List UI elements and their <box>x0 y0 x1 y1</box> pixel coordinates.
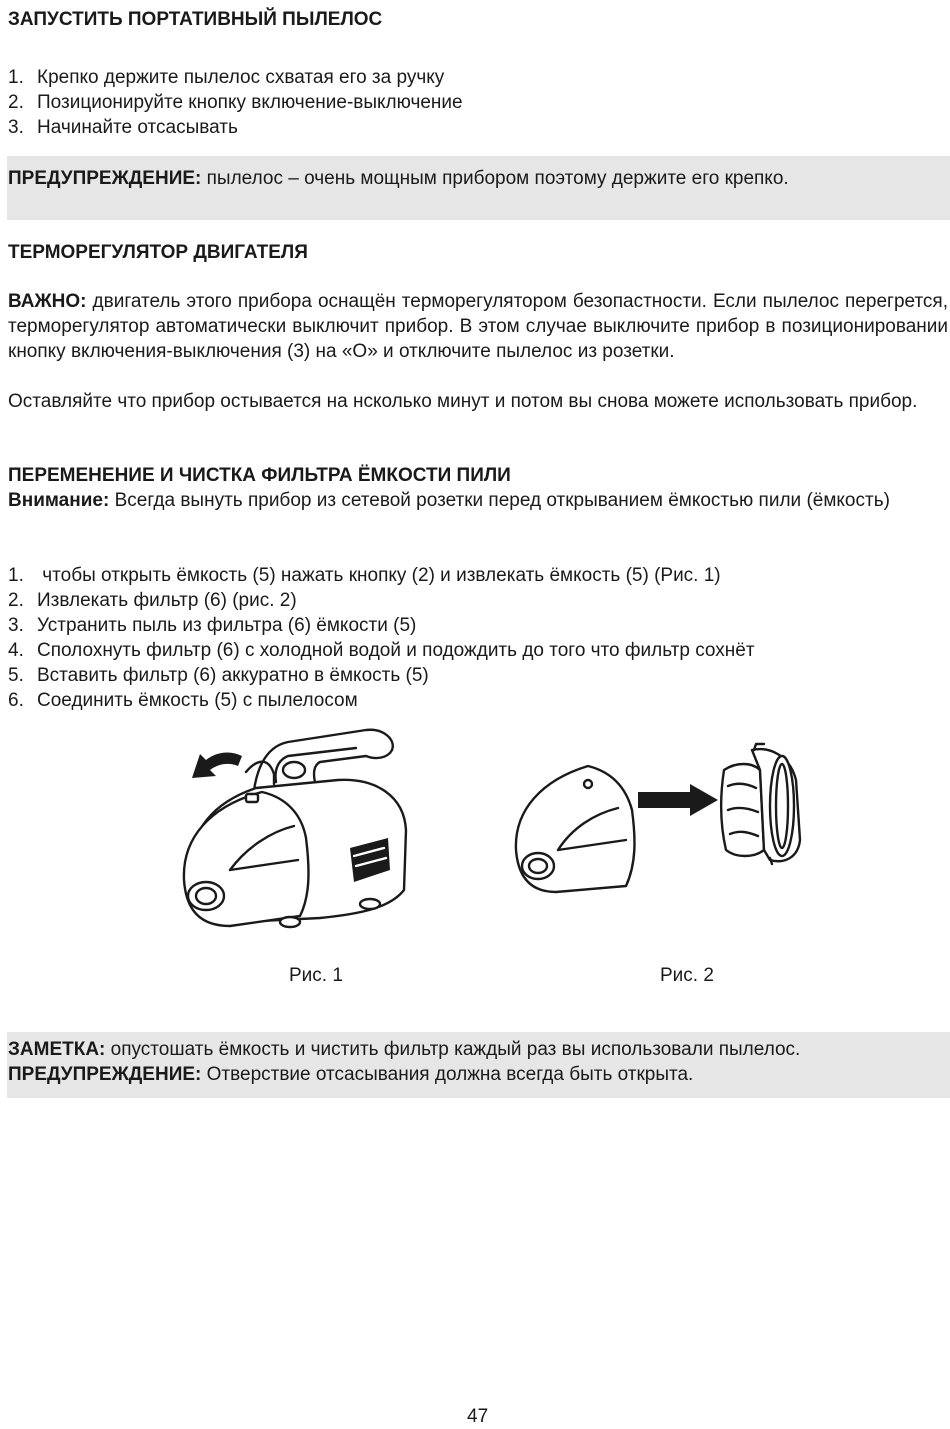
list-item: 3. Начинайте отсасывать <box>8 117 238 138</box>
important-paragraph: ВАЖНО: двигатель этого прибора оснащён терморегулятором безопастности. Если пылелос перегрется, терморегулятор автоматически выключит прибор. В этом случае выключите прибор в позиционировании кнопку включения-выключения (3) на «О» и отключите пылелос из розетки. <box>8 291 948 362</box>
list-item: 1. Крепко держите пылелос схватая его за ручку <box>8 67 445 88</box>
list-item: 2. Извлекать фильтр (6) (рис. 2) <box>8 590 297 611</box>
start-heading: ЗАПУСТИТЬ ПОРТАТИВНЫЙ ПЫЛЕЛОС <box>8 9 383 30</box>
cooldown-paragraph: Оставляйте что прибор остывается на нсколько минут и потом вы снова можете использовать прибор. <box>8 391 918 412</box>
figure-1-caption: Рис. 1 <box>289 965 343 986</box>
warning-text: ПРЕДУПРЕЖДЕНИЕ: пылелос – очень мощным прибором поэтому держите его крепко. <box>8 168 789 189</box>
start-steps-list <box>8 65 948 140</box>
list-item: 6. Соединить ёмкость (5) с пылелосом <box>8 690 358 711</box>
notes-warning-text: ПРЕДУПРЕЖДЕНИЕ: Отверствие отсасывания должна всегда быть открыта. <box>8 1064 694 1085</box>
figure-2-caption: Рис. 2 <box>660 965 714 986</box>
filter-heading: ПЕРЕМЕНЕНИЕ И ЧИСТКА ФИЛЬТРА ЁМКОСТИ ПИЛИ <box>8 465 511 486</box>
list-item: 3. Устранить пыль из фильтра (6) ёмкости (5) <box>8 615 417 636</box>
list-item: 5. Вставить фильтр (6) аккуратно в ёмкость (5) <box>8 665 429 686</box>
list-item: 4. Сполохнуть фильтр (6) с холодной водой и подождить до того что фильтр сохнёт <box>8 640 755 661</box>
page-number: 47 <box>467 1406 489 1427</box>
note-text: ЗАМЕТКА: опустошать ёмкость и чистить фильтр каждый раз вы использовали пылелос. <box>8 1039 801 1060</box>
thermo-heading: ТЕРМОРЕГУЛЯТОР ДВИГАТЕЛЯ <box>8 242 308 263</box>
filter-steps-list <box>8 563 948 713</box>
list-item: 2. Позиционируйте кнопку включение-выключение <box>8 92 463 113</box>
list-item: 1. чтобы открыть ёмкость (5) нажать кнопку (2) и извлекать ёмкость (5) (Рис. 1) <box>8 565 721 586</box>
figure-1-vacuum-illustration <box>170 720 420 930</box>
figure-2-filter-illustration <box>508 740 808 900</box>
attention-paragraph: Внимание: Всегда вынуть прибор из сетевой розетки перед открыванием ёмкостью пили (ёмкость) <box>8 490 890 511</box>
